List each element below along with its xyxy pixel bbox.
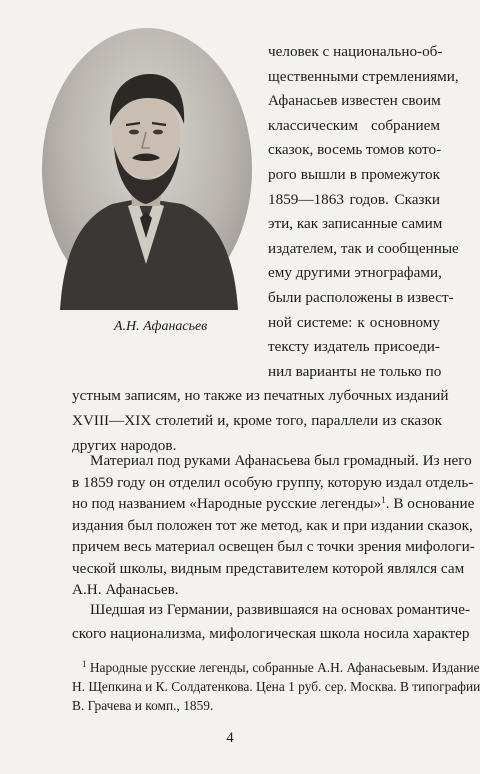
- column-line: человек с национально-об-: [268, 43, 443, 60]
- footnote-line: [82, 658, 480, 677]
- column-line: Афанасьев известен своим: [268, 92, 441, 110]
- body-line: ческой школы, видным представителем которой являлся сам: [72, 559, 465, 577]
- body-line: ского национализма, мифологическая школа носила характер: [72, 625, 470, 642]
- footnote-text: Народные русские легенды, собранные А.Н. Афанасьевым. Издание: [89, 660, 480, 675]
- column-line: рого вышли в промежуток: [268, 166, 440, 183]
- column-line: классическим собранием: [268, 116, 440, 134]
- column-line: ной системе: к основному: [268, 313, 440, 331]
- footnote-line: В. Грачева и комп., 1859.: [72, 698, 214, 713]
- body-line: в 1859 году он отделил особую группу, которую издал отдель-: [72, 473, 474, 491]
- body-text: но под названием «Народные русские легенды»: [72, 495, 382, 512]
- portrait-caption: А.Н. Афанасьев: [114, 319, 208, 334]
- body-line-with-footnote-ref: [72, 493, 475, 515]
- column-line: нил варианты не только по: [268, 362, 442, 380]
- body-line: Шедшая из Германии, развившаяся на основах романтиче-: [90, 601, 471, 618]
- footnote-reference[interactable]: 1: [381, 495, 386, 505]
- column-line: щественными стремлениями,: [268, 67, 459, 85]
- body-line: других народов.: [72, 436, 177, 454]
- column-line: были расположены в извест-: [268, 289, 454, 306]
- column-line: издателем, так и сообщенные: [268, 239, 459, 257]
- body-line: устным записям, но также из печатных лубочных изданий: [72, 387, 449, 405]
- body-line: А.Н. Афанасьев.: [72, 581, 179, 598]
- footnote-marker: 1: [82, 659, 87, 669]
- body-line: причем весь материал освещен был с точки зрения мифологи-: [72, 538, 475, 555]
- body-line: Материал под руками Афанасьева был громадный. Из него: [90, 452, 472, 469]
- column-line: эти, как записанные самим: [268, 215, 443, 233]
- portrait-afanasyev: [42, 28, 252, 310]
- column-line: тексту издатель присоеди-: [268, 338, 440, 356]
- body-line: XVIII—XIX столетий и, кроме того, параллели из сказок: [72, 412, 442, 429]
- portrait-illustration: [42, 28, 252, 310]
- body-line: издания был положен тот же метод, как и при издании сказок,: [72, 516, 473, 534]
- body-text: . В основание: [385, 495, 475, 512]
- column-line: сказок, восемь томов кото-: [268, 141, 442, 159]
- column-line: 1859—1863 годов. Сказки: [268, 190, 440, 208]
- page-number: 4: [226, 730, 234, 746]
- column-line: ему другими этнографами,: [268, 264, 442, 282]
- portrait-oval-frame: [42, 28, 252, 310]
- footnote-line: Н. Щепкина и К. Солдатенкова. Цена 1 руб. сер. Москва. В типографии: [72, 679, 480, 694]
